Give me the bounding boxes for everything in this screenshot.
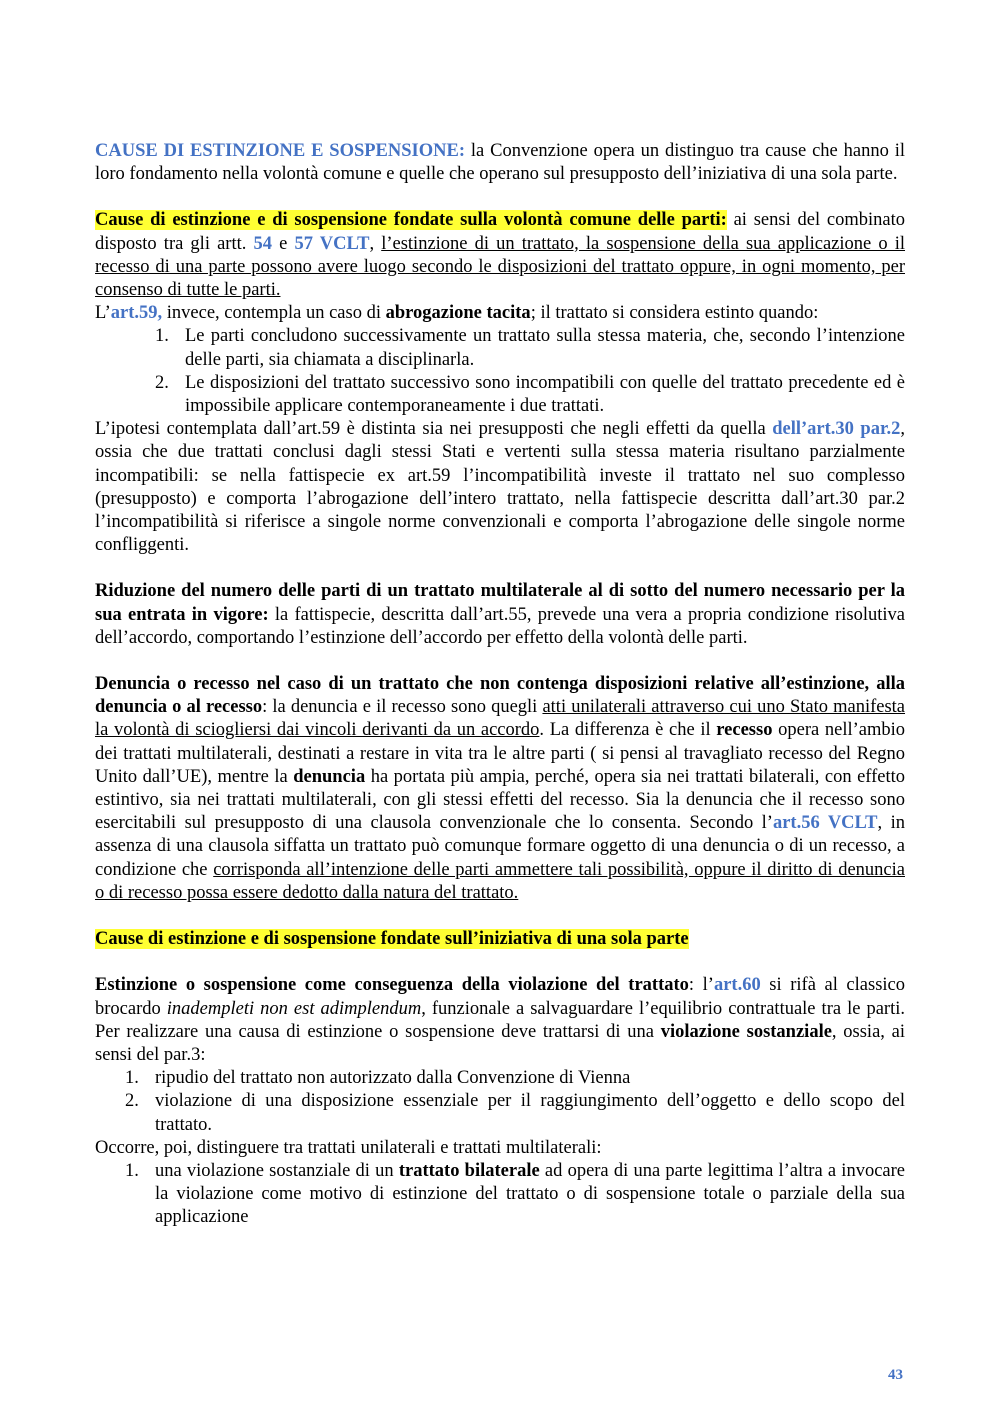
breach-paragraph: Estinzione o sospensione come conseguenza della violazione del trattato: l’art.60 si rifà al classico brocardo inadempleti non est adimplendum, funzionale a salvaguardare l’equilibrio contrattuale tra le parti. Per realizzare una causa di estinzione o sospensione deve trattarsi di una violazione sostanziale, ossia, ai sensi del par.3: [95,975,905,1065]
unilateral-heading-paragraph [95,928,905,951]
numbered-list [95,325,905,418]
page-number: 43 [888,1367,903,1383]
article-ref: art.60 [713,975,761,996]
highlighted-heading: Cause di estinzione e di sospensione fondate sulla volontà comune delle parti: [95,210,727,231]
list-item: 1. ripudio del trattato non autorizzato dalla Convenzione di Vienna [125,1068,631,1089]
numbered-list [95,1160,905,1230]
article-ref: 57 VCLT [294,233,370,254]
article-ref: dell’art.30 par.2 [772,419,901,440]
article-ref: art.59, [110,303,163,324]
reduction-paragraph: Riduzione del numero delle parti di un trattato multilaterale al di sotto del numero necessario per la sua entrata in vigore: la fattispecie, descritta dall’art.55, prevede una vera a propria condizione risolutiva dell’accordo, comportando l’estinzione dell’accordo per effetto della volontà delle parti. [95,581,905,648]
document-body [95,140,905,1230]
intro-paragraph: CAUSE DI ESTINZIONE E SOSPENSIONE: la Convenzione opera un distinguo tra cause che hanno il loro fondamento nella volontà comune e quelle che operano sul presupposto dell’iniziativa di una sola parte. [95,141,905,185]
article-ref: 54 [253,233,272,254]
withdrawal-paragraph: Denuncia o recesso nel caso di un trattato che non contenga disposizioni relative all’estinzione, alla denuncia o al recesso: la denuncia e il recesso sono quegli atti unilaterali attraverso cui uno Stato manifesta la volontà di sciogliersi dai vincoli derivanti da un accordo. La differenza è che il recesso opera nell’ambio dei trattati multilaterali, destinati a restare in vita tra le altre parti ( si pensi al travagliato recesso del Regno Unito dall’UE), mentre la denuncia ha portata più ampia, perché, opera sia nei trattati bilaterali, con effetto estintivo, sia nei trattati multilaterali, con gli stessi effetti del recesso. Sia la denuncia che il recesso sono esercitabili sul presupposto di una clausola convenzionale che lo consenta. Secondo l’art.56 VCLT, in assenza di una clausola siffatta un trattato può comunque formare oggetto di una denuncia o di un recesso, a condizione che corrisponda all’intenzione delle parti ammettere tali possibilità, oppure il diritto di denuncia o di recesso possa essere dedotto dalla natura del trattato. [95,674,906,903]
common-will-paragraph: Cause di estinzione e di sospensione fondate sulla volontà comune delle parti: ai sensi del combinato disposto tra gli artt. 54 e 57 VCLT, l’estinzione di un trattato, la sospensione della sua applicazione o il recesso di una parte possono avere luogo secondo le disposizioni del trattato oppure, in ogni momento, per consenso di tutte le parti. [95,210,906,301]
section-title: CAUSE DI ESTINZIONE E SOSPENSIONE: [95,141,465,161]
article-ref: art.56 VCLT [772,813,878,834]
numbered-list [95,1067,905,1137]
treaty-types-paragraph: Occorre, poi, distinguere tra trattati unilaterali e trattati multilaterali: [95,1137,602,1158]
list-item: 2. Le disposizioni del trattato successivo sono incompatibili con quelle del trattato precedente ed è impossibile applicare contemporaneamente i due trattati. [155,372,905,417]
art30-paragraph: L’ipotesi contemplata dall’art.59 è distinta sia nei presupposti che negli effetti da quella dell’art.30 par.2, ossia che due trattati conclusi dagli stessi Stati e vertenti sulla stessa materia risultano parzialmente incompatibili: se nella fattispecie ex art.59 l’incompatibilità investe il trattato nel suo complesso (presupposto) e comporta l’abrogazione dell’intero trattato, nella fattispecie descritta dall’art.30 par.2 l’incompatibilità si riferisce a singole norme convenzionali e comporta l’abrogazione delle singole norme confliggenti. [95,419,905,556]
list-item: 1. Le parti concludono successivamente un trattato sulla stessa materia, che, secondo l’intenzione delle parti, sia chiamata a disciplinarla. [155,326,905,370]
list-item: 2. violazione di una disposizione essenziale per il raggiungimento dell’oggetto e dello scopo del trattato. [125,1091,905,1135]
list-item: 1. una violazione sostanziale di un trattato bilaterale ad opera di una parte legittima l’altra a invocare la violazione come motivo di estinzione del trattato o di sospensione totale o parziale della sua applicazione [125,1160,905,1228]
art59-paragraph: L’art.59, invece, contempla un caso di abrogazione tacita; il trattato si considera estinto quando: [95,303,819,324]
highlighted-heading: Cause di estinzione e di sospensione fondate sull’iniziativa di una sola parte [95,929,689,950]
